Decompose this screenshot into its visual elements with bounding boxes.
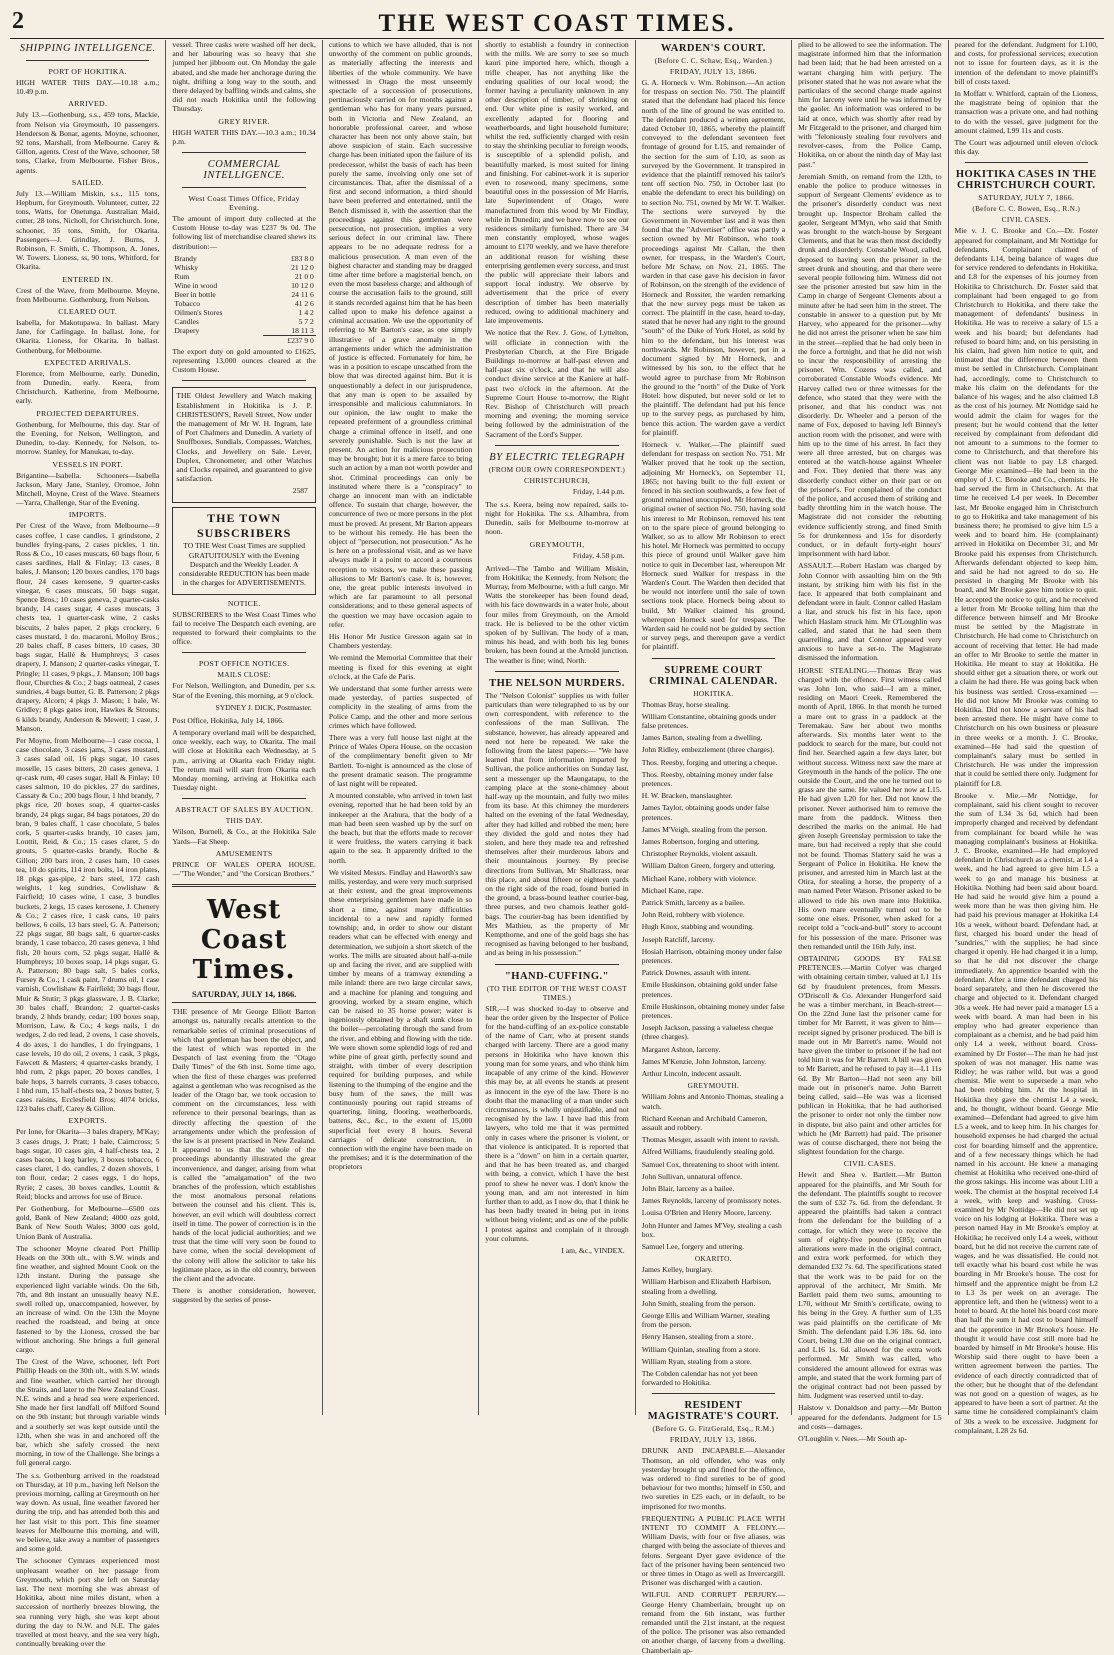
calendar-entry: Thomas Bray, horse stealing.: [641, 699, 730, 709]
duty-item: Whisky: [174, 262, 199, 272]
nelson-murders-text: The "Nelson Colonist" supplies us with fuller particulars than were telegraphed to us by our own correspondent, with reference to the confessions of the man Sullivan. The substance, however, has already appeared and need not here be repeated. We take the following from the latest papers:— "We have learned that from information imparted by Sullivan, the police authorities on Sunday last, sent a messenger up the Maungatapu, to the camping place at the stone-chimney about half-way up the mountain, and fully two miles from its base. At this chimney the murderers halted on the evening of the fatal Wednesday, after they had killed and robbed the men; here they divided the gold and notes they had stolen, and here they made tea and refreshed themselves after their murderous labors and their mountainous journey. By precise directions from Sullivan, Mr Shallcrass, near this place, and about fifteen or eighteen yards on the right side of the road, found buried in the ground, a brass-bound leather courier-bag, three purses, and two chamois leather gold-bags. The courier-bag has been identified by Mrs Mathieu, as the property of Mr Kempthorne, and one of the gold bags she has recognised as having belonged to her husband, and as being in his possession.": [485, 690, 629, 958]
calendar-entry: Hugh Knox, stabbing and wounding.: [641, 922, 754, 932]
mie-v-brooke: Mie v. J. C. Brooke and Co.—Dr. Foster appeared for complainant, and Mr Nottidge for defendants. Complainant claimed of defendants L14, being balance of wages due for service rendered to defendants in Hokitika, and L8 for the expenses of his journey from Hokitika to Christchurch. Dr. Foster said that complainant had been engaged to go from Christchurch to Hokitika, and there take the management of defendants' business in Hokitika. He was to receive a salary of L5 a week and his board; but defendants had refused to board him; and, on his persisting in his claim, had given him notice to quit, and intimated that the difference between them must be settled in Christchurch. Complainant had, accordingly, come to Christchurch to make his claim on the defendants for the balance of his wages; and he also claimed L8 as the cost of his journey. Mr Nottidge said he would admit the claim for wages for the present; but he would contend that the letter received by complainant from defendant did not amount to a summons to the former to come to Christchurch, and that therefore his client was not liable to pay L8 charged. George Mie examined—He had been in the employ of J. C. Brooke and Co., chemists. He had served the firm in Christchurch. At that time he received L4 per week. In December last, Mr Brooke engaged him in Christchurch to go to Hokitika and take management of his business there; he promised to give him L5 a week and to board him. He (complainant) arrived in Hokitika on December 31, and Mr Brooke paid his expenses from Christchurch. Afterwards defendant objected to keep him, and said he had not agreed to do so. He persisted in charging Mr Brooke with his board, and Mr Brooke gave him notice to quit. He accepted the notice to quit, and he received a letter from Mr Brooke telling him that the difference between himself and Mr Brooke must be settled by the Magistrate in Christchurch. He had come to Christchurch on account of receiving that letter. He had made an offer to Mr Brooke to settle the matter in Hokitika. He meant to stay at Hokitika. He should either get a situation there, or work out a claim he had there. He was going back when his business was settled. Cross-examined — He did not know Mr Brooke was coming to Hokitika. Did not know a servant of his had been arrested there. He might have come to Christchurch on his own business or pleasure in three weeks or a month. J. C. Brooke, examined—He had said the question of complainant's salary must be settled in Christchurch. He was under the impression that it could be settled there only. Judgment for plaintiff for L8.: [954, 226, 1098, 788]
duty-item: Candles: [174, 316, 199, 326]
calendar-entry: Henry Hansen, stealing from a store.: [641, 1332, 754, 1342]
duty-item: Tobacco: [174, 298, 201, 308]
oloughlin-continued: peared for the defendant. Judgment for L100, and costs, for professional services; execution not to issue for fourteen days, as it is the intention of the defendant to move plaintiff's bill of costs taxed.: [954, 40, 1098, 86]
column-6: [792, 40, 948, 1444]
calendar-entry: Hosiah Harrison, obtaining money under false pretences.: [641, 946, 783, 966]
calendar-entry: Thos. Reesby, obtaining money under false pretences.: [641, 769, 774, 789]
greymouth-time: Friday, 4.58 p.m.: [572, 550, 625, 560]
projected-text: Gothenburg, for Melbourne, this day. Star of the Evening, for Nelson, Wellington, and Dunedin, to-day. Kennedy, for Nelson, to-morrow. Stanley, for Manukau, to-day.: [16, 419, 160, 457]
duty-item: Oilmen's Stores: [174, 307, 223, 317]
editorial-banner: West Coast Times.: [192, 895, 296, 986]
rm-drunk-text: DRUNK AND INCAPABLE.—Alexander Thomson, an old offender, who was only yesterday brought up and fined for the offence, was ordered to find sureties to be of good behaviour for two months; himself in £50, and two sureties in £25 each, or in default, to be imprisoned for two months.: [641, 1446, 786, 1511]
duty-item: Beer in bottle: [174, 289, 216, 299]
news-chambers: His Honor Mr Justice Gresson again sat in Chambers yesterday.: [328, 632, 473, 651]
exports-heading: EXPORTS.: [68, 1116, 107, 1126]
news-body-found: A mounted constable, who arrived in town last evening, reported that he had been told by an innkeeper at the Arahura, that the body of a man had been seen washed up by the surf on the beach, but that the efforts made to recover it were fruitless, the waters carrying it back again to the sea. It apparently drifted to the north.: [328, 791, 473, 865]
shipping-heading: SHIPPING INTELLIGENCE.: [19, 43, 156, 54]
editorial-continued: cutions to which we have alluded, that is not unworthy of the comment on public grounds, as materially affecting the interests and liberties of the whole community. We have witnessed in Otago the most unseemly spectacle of a succession of prosecutions, pertinaciously carried on for months against a gentleman who has for many years pursued, both in Victoria and New Zealand, an honorable professional career, and whose character has been not only above stain, but above suspicion of stain. Each successive charge has been initiated upon the failure of its predecessor, whilst the basis of each has been purely the same, involving only one set of circumstances. That, after the dismissal of a first and second information, a third should have been preferred and entertained, until the Bench dismissed it, with the assertion that the proceedings against this gentleman were persecution, not prosecution, implies a very serious defect in our criminal law. There appears to be no adequate redress for a malicious prosecution. A man even of the highest character and standing may be dragged time after time before a magisterial bench, on even the most baseless charge; and although of course the accusation fails to the ground, still it stands recorded against him that he has been called upon to make his defence against a criminal accusation. We use the opportunity of referring to Mr Barton's case, as one simply illustrative of a grave anomaly in the arrangements under which the administration of justice is effected. Fortunately for him, he was in a position to escape unscathed from the blow that was directed against him. But it is unquestionably a defect in our jurisprudence, that any man is open to be assailed by irresponsible and malicious calumniators. In our opinion, the law ought to make the repeated preferment of a groundless criminal charge a criminal offence in itself, and one severely punishable. Such is not the law at present. An action for malicious prosecution may be brought; but it is a mere farce to bring such an action by a man not worth powder and shot. Criminal proceedings can only be instituted where there is a "conspiracy" to charge an innocent man with an indictable offence. To sustain that charge, however, the concurrence of two or more persons in the plot must be proved. At present, Mr Barton appears to be without his remedy. He has been the object of "persecution, not prosecution." As he is here on a professional visit, and as we have always made it a point to accord a courteous reception to visitors, we make these passing allusions to Mr Barton's case. It is, however, one, the great public interests involved in which are far paramount to all personal considerations; and to these general aspects of the question we may have occasion again to refer.: [328, 40, 473, 629]
court-adjourned: The Court was adjourned until eleven o'clock this day.: [954, 138, 1098, 157]
entered-heading: ENTERED IN.: [62, 274, 114, 284]
church-notice: We notice that the Rev. J. Gow, of Lyttelton, will officiate in connection with the Presbyterian Church, at the Fire Brigade Buildings to-morrow at half-past eleven and half-past six o'clock, and that he will also conduct divine service at the Kaniere at half-past two o'clock in the afternoon. At the Supreme Court House to-morrow, the Right Rev. Bishop of Christchurch will preach morning and evening; the morning service being followed by the administration of the Sacrament of the Lord's Supper.: [485, 328, 629, 439]
christchurch-court-date: SATURDAY, JULY 7, 1866.: [978, 193, 1075, 203]
calendar-entry: William Constantine, obtaining goods under false pretences.: [641, 711, 777, 730]
calendar-entry: Michael Kane, rape.: [641, 885, 704, 895]
duty-row: [172, 299, 315, 308]
calendar-entry: James Taylor, obtaining goods under false pretences.: [641, 803, 770, 822]
commercial-heading: COMMERCIAL INTELLIGENCE.: [203, 159, 285, 182]
calendar-entry: James Kelley, burglary.: [641, 1265, 713, 1275]
rm-felony-text: FREQUENTING A PUBLIC PLACE WITH INTENT TO COMMIT A FELONY.—William Davis, with four or five aliases, was charged with being the associate of thieves and felons. Sergeant Dyer gave evidence of the fact of the prisoner having been sentenced two or three times in Otago as well as Invercargill. Prisoner was discharged with a caution.: [641, 1513, 786, 1588]
calendar-entry: William Ryan, stealing from a store.: [641, 1356, 752, 1366]
amusements-text: PRINCE OF WALES OPERA HOUSE.—"The Wonder," and "the Corsican Brothers.": [172, 859, 316, 878]
duty-table: [172, 254, 315, 345]
jeweller-advert-number: 2587: [292, 486, 308, 496]
entered-text: Crest of the Wave, from Melbourne. Moyne, from Melbourne. Gothenburg, from Nelson.: [16, 285, 160, 304]
imports-text-2: Per Moyne, from Melbourne—1 case cocoa, 1 case chocolate, 3 cases jams, 3 cases mustard, 3 cases salad oil, 16 pkgs sugar, 10 cases moselle, 15 cases bitters, 20 cases geneva, 1 qr-cask rum, 40 cases sugar, Hall & Finlay; 10 cases salmon, 10 do pickles, 27 do sardines, Cassaty & Co.; 200 bags flour, 1 hhd brandy, 7 pkgs rice, 20 boxes soap, 4 quarter-casks brandy, 24 pkgs sugar, 84 bags potatoes, 20 do bran, 9 bales chaff, 1 case chocolate, 5 bales cork, 5 quarter-casks brandy, 10 cases jam, Louttit, Reid, & Co.; 15 cases claret, 5 do grouts, 5 quarter-casks brandy, Roche & Gillon; 200 bars iron, 2 cases ham, 10 cases tea, 10 do spirits, 114 iron bolts, 14 iron plates, 18 pkgs gas-pipe, 2 bars steel, 172 cash weights, 1 keg sundries, Cowlishaw & Fairfield; 10 cases wine, 1 case, 3 bundles buckets, 2 kegs, 15 cases kerosene, J. Chenery & Co.; 2 cases rice, 1 cask cans, 10 pairs bellows, 6 coils, 13 bars steel, G. A. Patterson; 22 pkgs sugar, 80 bags salt, 6 quarter-casks brandy, 1 case tobacco, 20 cases geneva, 1 hhd fish, 20 hours corn, 52 pkgs sugar, Hallé & Humphreys; 10 boxes soap, 14 pkgs sugar, G. A. Patterson; 80 bags salt, 5 bales corks, Fursey & Co.; 1 cask paint, 7 drums oil, 1 case varnish, Cowlishaw & Fairfield; 30 bags flour, Muir & Stutir; 3 pkgs glassware, J. B. Clarke; 30 bales chaff, Brandon; 2 quarter-casks brandy, 2 hhds brandy, cedar; 100 boxes soap, Morrison, Law, & Co.; 4 kegs nails, 1 do wedges, 2 do red lead, 2 ovens, 1 case shovels, 4 do axes, 1 do handles, 1 do fryingpans, 1 case levels, 10 do oil, 2 ovens, 1 cask, 3 pkgs, Fawcett & Masters; 4 quarter-casks brandy, 1 hhd rum, 2 pkgs paper, 20 boxes candles, 1 bale hops, 3 barrels currants, 3 cases tobacco, 1 hhd rum, 15 half-chests tea, 2 boxes butter, 5 cases raisins, Ecclesfield Bros; 4074 bricks, 123 bales chaff, Carey & Gillon.: [16, 735, 160, 1114]
calendar-entry: James Robertson, forging and uttering.: [641, 837, 760, 847]
hokitika-calendar: [642, 700, 785, 1079]
newspaper-title: THE WEST COAST TIMES.: [378, 10, 736, 37]
resident-magistrate-heading: RESIDENT MAGISTRATE'S COURT.: [647, 1400, 780, 1423]
subscribers-title: THE TOWN SUBSCRIBERS: [196, 511, 292, 541]
calendar-entry: Samuel Cox, threatening to shoot with intent.: [641, 1159, 780, 1169]
calendar-entry: Alfred Williams, fraudulently stealing gold.: [641, 1147, 775, 1157]
calendar-entry: Emile Huskinson, obtaining gold under false pretences.: [641, 980, 778, 999]
duty-row: [172, 272, 315, 281]
calendar-entry: Joseph Ratcliff, larceny.: [641, 934, 715, 944]
calendar-entry: Michael Kane, robbery with violence.: [641, 873, 757, 883]
exports-text: Per Ione, for Okarita—3 bales drapery, M'Kay; 3 cases drugs, J. Pratt; 1 bale, Cairncross; 5 bags sugar, 10 cases gin, 4 half-chests tea, 2 cases bacon, 1 keg barley, 3 boxes tobacco, 6 cases claret, 1 do. candles, 2 dozen shovels, 1 ton flour, cedar; 2 cases eggs, 1 do hops, Ryrie; 2 cases, 30 boxes candles, Louttit & Reid; blocks and arrows for use of Bruce.: [16, 1127, 160, 1201]
calendar-entry: William Johns and Antonio Thomas, stealing a watch.: [641, 1092, 784, 1111]
page-number: 2: [12, 8, 24, 34]
handcuffing-text: SIR,—I was shocked to-day to observe and hear the order given by the Inspector of Police for the hand-cuffing of an ex-police constable of the name of Carr, who at present stands charged with larceny. There are a good many persons in Hokitika who have known this young man for some years, and who think him incapable of any crime of the kind. However this may be, at all events he stands at present as innocent in the eye of the law. There is no doubt that the manacling of a man under such circumstances, is wholly unjustifiable, and not recognised by the law. I have had this from lawyers, who told me that it was permitted only in cases where the prisoner is violent, or that violence is anticipated. It is reported that there is a "down" on him in a certain quarter, and that he has been treated as, and charged with being, a convict, which I have the best proof to shew he never was. I don't know the young man, and am not interested in him further than to add, as I now do, that I think he has been badly treated in being put in irons without being violent; and as one of the public I protest against and complain of it through your columns.: [485, 1003, 629, 1243]
calendar-entry: Patrick Downes, assault with intent.: [641, 968, 751, 978]
civil-hewit-shea: Hewit and Shea v. Bartlett.—Mr Button appeared for the plaintiffs, and Mr South for the defendant. The plaintiffs sought to recover the sum of £32 7s. 6d. from the defendant. It appeared the plaintiffs had taken a contract from the defendant for the building of a cottage, for which they were to receive the sum of eighty-five pounds (£85); certain alterations were made in the original contract, and extra work performed, for which they demanded £32 7s. 6d. The specifications stated that the work was to be paid for on the approval of the architect, Mr Smith. Mr Bartlett paid them two sums, amounting to L70, without Mr Smith's certificate, owing to his being in the Grey. A further sum of L35 was paid plaintiffs on the certificate of Mr Smith. The defendant paid L36 18s. 6d. into Court, being L30 due on the original contract, and L16 1s. 6d. allowed for the extra work performed. Mr Smith was called, who considered the amount allowed for extras was ample, and stated that the work forming part of the original contract had not been passed by him. Judgment was reserved until to-day.: [798, 1170, 942, 1401]
news-opera-house: There was a very full house last night at the Prince of Wales Opera House, on the occasion of the complimentary benefit given to Mr Bartlett. To-night is announced as the close of the present dramatic season. The programme of last night will be repeated.: [328, 733, 473, 789]
calendar-entry: John Blair, larceny as a bailee.: [641, 1183, 735, 1193]
handcuffing-heading: "HAND-CUFFING.": [504, 970, 609, 982]
okarito-calendar: [642, 1265, 785, 1387]
nelson-murders-heading: THE NELSON MURDERS.: [489, 677, 625, 689]
rm-horse-stealing: HORSE STEALING.—Thomas Bray was charged with the offence. First witness called was John Ion, who said—I am a miner, residing on Maori Creek. Remembered the month of April, 1866. In that month he turned a mare out to grass in a paddock at the Teremakau. Saw her about two months afterwards. Six months later went to the paddock to search for the mare, but could not find her. Searched again a few days later, but without success. Witness next saw the mare at Greymouth in the hands of the police. The one outside the Court, and the one he turned out to grass are the same. He valued her now at L15. He had given L20 for her. Did not know the prisoner. Never authorised him to remove the mare from the paddock. Witness then described the marks on the animal. He had given Joseph Greenslay permission to take the mare, but had received a reply that she could not be found. Thomas Slattery said he was a Sergeant of Police in Hokitika. He knew the prisoner, and arrested him in March last at the Otira, for stealing a horse, the property of a man named Peter Watson. Prisoner asked to be allowed to ride his own mare into Hokitika. His own mare eventually turned out to be some one elses. Prisoner, when asked for a receipt told a "cock-and-bull" story to account for his possession of the mare. Prisoner was then remanded until the 16th July, inst.: [798, 665, 942, 951]
commercial-dateline: West Coast Times Office, Friday Evening.: [188, 194, 300, 213]
jeweller-advert-text: THE Oldest Jewellery and Watch making Establishment in Hokitika is J. P. CHRISTESON'S, Revell Street, Now under the management of Mr W. H. Ingram, late of Port Chalmers and Dunedin. A variety of Snuffboxes, Sundials, Compasses, Watches, Clocks, and Jewellery on Sale. Lever, Duplex, Chronometer, and other Watches and Clocks repaired, and guaranteed to give satisfaction.: [176, 391, 312, 484]
calendar-entry: William Harbison and Elizabeth Harbison, stealing from a dwelling.: [641, 1277, 772, 1296]
cleared-text: Isabella, for Makotupawa. In ballast. Mary Jane, for Carlingage. In ballast. Ione, for Okarita. Lioness, for Okarita. In ballast. Gothenburg, for Melbourne.: [16, 318, 160, 355]
duty-amount: 41 2 6: [294, 298, 314, 308]
column-5: [636, 40, 792, 1655]
brooke-v-mie: Brooke v. Mie.—Mr Nottidge, for complainant, said his client sought to recover the sum of L34 3s 6d, which had been improperly charged and received by defendant from complainant for board while he was managing complainant's business at Hokitika. J. C. Brooke, examined—He had employed defendant in Christchurch as a chemist, at L4 a week, and he had agreed to give him L5 a week to go and manage his business at Hokitika. Nothing had been said about board. He had said he would give him a pound a week more than he was then giving him. He had paid his previous manager at Hokitika L4 10s a week, without board. Defendant had, at first, charged his board under the head of "sundries," with the supplies; he had since charged it openly. He had charged it in a lump, so that he did not discover the charge immediately. An apprentice boarded with the defendant. After a time defendant charged his board separately, and then he discovered the charge and objected to it. Defendant charged 30s a week. He had never paid a manager L5 a week with board. A man had been in his employ who had greater experience than complainant as a chemist, and he had paid him only L4 a week, without board. Cross-examined by Dr Foster—The man he had just spoken of was not manager. His name was Ridley; he was rather wild, but was a good chemist. Mie went to supersede a man who had been robbing him. At the hospital in Hokitika they gave the chemist L4 a week, and, he thought, without board. George Mie examined—Defendant had agreed to give him L5 a week, and to keep him. In his charges for household expenses he had charged the actual cost for boarding himself and the apprentice, and of a few necessary things which he had named in his account. He knew a managing chemist at Hokitika who received one-third of the gross takings. His income was about L10 a week. The chemist at the hospital received L4 a week, with keep and washing. Cross-examined by Mr Nottidge—He did not set up voice on his lodging at Hokitika. There was a person named Hay in Mr Brooke's employ at Hokitika; he received only L4 a week, without board, but he did not receive the current rate of wages, and he was dissatisfied. He could not tell exactly what his board cost while he was boarding in Mr Brooke's house. The cost for himself and the apprentice might be from L2 to L3 3s per week on an average. The apprentice left, and then he (witness) went to a hotel to board. At the hotel his board cost more than half the sum it had cost to board himself and the apprentice in Mr Brooke's house. He thought it would have cost still more had he boarded by himself in Mr Brooke's house. His Worship said there ought to have been a written agreement between the parties. The evidence of each directly contradicted that of the other; but he thought that of the defendant was not good on a question of wages, as he appeared to have been a sort of partner. At the same time he considered complainant's claim of 30s a week to be excessive. Judgment for complainant, L28 2s 6d.: [954, 790, 1098, 1435]
calendar-entry: James M'Kenzie, John Johnston, larceny.: [641, 1056, 767, 1066]
christchurch-court-heading: HOKITIKA CASES IN THE CHRISTCHURCH COURT.: [955, 169, 1097, 192]
calendar-entry: Christopher Reynolds, violent assault.: [641, 849, 758, 859]
arrived-heading: ARRIVED.: [68, 99, 108, 109]
calendar-entry: Patrick Smith, larceny as a bailee.: [641, 898, 745, 908]
wardens-court-text: G. A. Horneck v. Wm. Robinson.—An action for trespass on section No. 750. The plaintiff stated that the defendant had placed his fence north of the line of ground he was entitled to. The defendant produced a written agreement, dated October 10, 1865, whereby the plaintiff conveyed to the defendant seventeen feet frontage of ground for L15, and remainder of the section for the sum of L10, as soon as surveyed by the Government. It transpired in evidence that the plaintiff removed his tailor's tent off section No. 750, in October last (to enable the defendant to erect his building) on to section No. 751, owned by Mr W. T. Walker. The sections were surveyed by the Government in November last and it was then found that the "Advertiser" office was partly a section owned by Mr Robinson, who took proceedings against Mr Callan, the then owner, for trespass, in the Warden's Court, before Mr Schaw, on Nov. 21, 1865. The warden in that case gave his decision in favor of Robinson, on the strength of the evidence of Horneck and Rossiter, the warden remarking that the new survey pegs must be taken as correct. The plaintiff in the case, heard to-day, stated that he never had any right to the ground "south" of the Duke of York Hotel, as sold by him to the defendant, but his interest was northwards. Mr Robinson, however, put in a document signed by Mr Horneck, and witnessed by his son, to the effect that he would agree to purchase from Mr Robinson the ground to the "north" of the Duke of York Hotel: how disputed, but never sold or let to the plaintiff. The defendant had put his fence up to the survey pegs, as purchased by him, hence this action. The warden gave a verdict for plaintiff.: [641, 78, 786, 437]
duty-item: Wine in wood: [174, 280, 218, 290]
post-office-date: Post Office, Hokitika, July 14, 1866.: [172, 715, 284, 725]
telegraph-heading: BY ELECTRIC TELEGRAPH: [489, 451, 625, 463]
rm-smith-case: Jeremiah Smith, on remand from the 12th, to enable the police to produce witnesses in support of Sergeant Clements' evidence as to the prisoner's disorderly conduct was next brought up. Inspector Broham called the gaoler, Sergeant M'Myn, who said that Smith was brought to the watch-house by Sergeant Clements, and that he was then most decidedly drunk and disorderly. Constable Wood, called, deposed to having seen the prisoner in the street drunk and shouting, and that there were several people following him. Witness did not see the prisoner arrested but saw him in the Camp in charge of Sergeant Clements about a minute after he had seen him in the street. The constable in answer to a question put by Mr Harvey, who appeared for the prisoner—why he did not arrest the prisoner when he saw him in the street—replied that he had only been in the force a fortnight, and that he did not wish to incur the responsibility of arresting the prisoner. Wm. Cozens was called, and corroborated Constable Wood's evidence. Mr Harvey called two or three witnesses for the defence, who stated that they were with the prisoner, and that his conduct was not disorderly. Dr. Wheeler and a person of the name of Fox, deposed to having left Binney's auction room with the prisoner, and were with him up to the time of his arrest. In fact they were all three arrested, but on charges was entered at the watch-house against Wheeler and Fox. They denied that there was any disorderly conduct either on their part or on the prisoner's. For complained of the conduct of the police, and accused them of striking and badly throttling him in the watch house. The Magistrate did not consider the rebutting evidence sufficiently strong, and fined Smith 5s for drunkenness and 15s for disorderly conduct, or in default forty-eight hours' imprisonment with hard labor.: [798, 171, 942, 559]
calendar-entry: William Dalton Green, forgery and uttering.: [641, 861, 776, 871]
calendar-entry: The Cobden calendar has not yet been forwarded to Hokitika.: [641, 1368, 758, 1388]
jeweller-advert: [172, 387, 315, 503]
in-port-text: Brigantine—Isabella. Schooners—Isabella Jackson, Mary Jane, Stanley, Oromoe, John Mitchell, Moyne, Crest of the Wave. Steamers—Yarra, Challenge, Star of the Evening.: [16, 470, 160, 508]
imports-text: Per Crest of the Wave, from Melbourne—9 cases coffee, 1 case candles, 1 grindstone, 2 bundles frying-pans, 2 cases pickles, 1 tin. Ross & Co., 10 cases muscats, 60 bags flour, 6 cases sardines, Hall & Finlay; 13 cases, 8 bales, J. Manson; 120 boxes candles, 170 bags flour, 24 cases kerosene, 9 quarter-casks vinegar, 6 cases muscats, 50 bags sugar, Spence Bros.; 10 cases geneva, 2 quarter-casks brandy, 14 cases sugar, 4 cases muscats, 3 chests tea, 1 quarter-cask wine, 2 casks biscuits, 2 bales paper, 2 pkgs crockery, 6 cases mustard, 1 do. macaroni, Molloy Bros.; 20 bales chaff, 8 cases bitters, 10 cases, 30 bags sugar, Hallé & Humphreys; 3 cases drapery, J. Manson; 2 quarter-casks vinegar, T. Pringle; 11 cases, 9 pkgs., J. Manson; 100 bags flour, Churches & Co.; 2 bags oatmeal, 2 cases sundries, 4 bags butter, G. B. Patterson; 2 pkgs drapery, Alcorn; 4 pkgs J. Mason; 1 bale, W. Gridley; 8 pkgs gates iron, Hawkes & Strouts; 6 kilds brandy, Anderson & Mewett; 1 case, J. Manson.: [16, 521, 160, 733]
wardens-court-sub: (Before C. C. Schaw, Esq., Warden.): [654, 56, 773, 65]
duty-item: Brandy: [174, 253, 197, 263]
sailed-text: July 13.—William Miskin, s.s., 115 tons, Hepburn, for Greymouth. Volunteer, cutter, 22 tons, Watts, for Onetunga. Australian Maid, cutter, 28 tons, Nicholl, for Christchurch. Ione, schooner, 35 tons, Smith, for Okarita. Passengers—J. Grindlay, J. Burns, J. Robinson, F. Smith, C. Thompson, A. Jones, W. Towers. Lioness, ss, 90 tons, Whitford, for Okarita.: [16, 188, 160, 272]
calendar-entry: Margaret Ashton, larceny.: [641, 1044, 721, 1054]
mails-close: MAILS CLOSE:: [217, 670, 271, 680]
notice-heading: NOTICE.: [227, 598, 261, 608]
rm-false-pretences: OBTAINING GOODS BY FALSE PRETENCES.—Martin Colyer was charged with obtaining certain timber, valued at L1 11s 6d by fraudulent pretences, from Messrs. O'Driscoll & Co. Alexander Hungerford said he was a timber merchant, in Beach-street—On the 22nd June last the prisoner came for timber for Mr Barrett, it was given to him—receipt signed by prisoner produced. The bill is made out in Mr Barrett's name. Would not have given the timber to prisoner if he had not told him it was for Mr Barrett. A bill was given to Mr Barrett, and he refused to pay it—L1 11s 6d. By Mr Barton—Had not seen any bill made out in prisoner's name. John Barrett being called, said—He was was a licensed publican in Hokitika, that he had authorised the prisoner to order not only the timber now in dispute, but also paint and other articles for which he (Mr Barrett) had paid. The prisoner was of course discharged, there not being the slightest foundation for the charge.: [798, 953, 942, 1157]
calendar-entry: James Reynolds, larceny of promissory notes.: [641, 1196, 782, 1206]
wardens-court-heading: WARDEN'S COURT.: [660, 43, 766, 54]
calendar-entry: William Quinlan, stealing from a store.: [641, 1344, 761, 1354]
hokitika-sub: HOKITIKA.: [693, 688, 734, 698]
calendar-entry: Thos. Reesby, forging and uttering a cheque.: [641, 757, 778, 767]
masthead: [10, 8, 1104, 39]
duty-row: [172, 326, 315, 336]
supreme-court-heading: SUPREME COURT CRIMINAL CALENDAR.: [649, 664, 778, 687]
calendar-entry: John Reid, robbery with violence.: [641, 910, 745, 920]
duty-item: Rum: [174, 271, 190, 281]
shipping-continued: vessel. Three casks were washed off her deck, and her labouring was so heavy that she jumped her jibboom out. On Monday the gale abated, and she made her anchorage during the night, drifting a long way to the south, and there delayed by baffling winds and calms, she did not reach Hokitika until the following Thursday.: [172, 40, 316, 114]
amusements-heading: AMUSEMENTS: [215, 848, 273, 858]
sailed-heading: SAILED.: [71, 177, 104, 187]
duty-row: [172, 290, 315, 299]
christchurch-civil-heading: CIVIL CASES.: [1001, 215, 1051, 225]
telegraph-sub: (FROM OUR OWN CORRESPONDENT.): [488, 464, 626, 474]
overland-mail-text: A temporary overland mail will be despatched, once weekly, each way, to Okarita. The mail will close at Hokitika each Wednesday, at 5 p.m., arriving at Okarita each Friday night. The return mail will start from Okarita each Monday morning, arriving at Hokitika each Tuesday night.: [172, 727, 316, 793]
expected-text: Florence, from Melbourne, early. Dunedin, from Dunedin, early. Keera, from Christchurch. Katherine, from Melbourne, early.: [16, 368, 160, 406]
calendar-entry: Samuel Lee, forgery and uttering.: [641, 1241, 745, 1251]
calendar-entry: George Ellis and William Warner, stealing from the person.: [641, 1310, 770, 1330]
duty-amount: 21 0 0: [294, 271, 314, 281]
grey-high-water: HIGH WATER THIS DAY.—10.3 a.m.; 10.34 p.m.: [172, 127, 316, 146]
shipping-report: The schooner Moyne cleared Port Phillip Heads on the 30th ult., with S.W. winds and fine weather, and sighted Mount Cook on the 12th instant. During the passage she experienced light variable winds. On the 6th, 7th, and 8th instant an unusually heavy N.E. swell rolled up, unaccompanied, however, by an increase of wind. On the 13th the Moyne reached the roadstead, and being at once fastened to by the Lioness, crossed the bar without anchoring. She brings a full general cargo.: [16, 1243, 160, 1354]
rm-perjury-text: WILFUL AND CORRUPT PERJURY.—George Henry Chamberlain, brought up on remand from the 6th instant, was further remanded until the 21st instant, at the request of the police. The prisoner was also remanded on another charge, of larceny from a dwelling. Chamberlain ap-: [641, 1590, 786, 1655]
arrived-text: July 13.—Gothenburg, s.s., 459 tons, Mackie, from Nelson via Greymouth, 10 passengers. Henderson & Bonar, agents. Moyne, schooner, 92 tons, Marshall, from Melbourne. Carey & Gillon, agents. Crest of the Wave, schooner, 58 tons, Clarke, from Melbourne. Fisher Bros., agents.: [16, 110, 160, 175]
duty-amount: £83 8 0: [291, 253, 314, 263]
duty-row: [172, 281, 315, 290]
expected-heading: EXPECTED ARRIVALS.: [44, 357, 132, 367]
resident-magistrate-sub: (Before G. G. FitzGerald, Esq., R.M.): [652, 1424, 775, 1434]
post-office-heading: POST OFFICE NOTICES.: [198, 659, 290, 669]
imports-heading: IMPORTS.: [68, 510, 107, 520]
christchurch-time: Friday, 1.44 p.m.: [572, 486, 625, 496]
duty-row: [172, 254, 315, 263]
news-saw-mills: We visited Messrs. Findlay and Haworth's saw mills, yesterday, and were very much surprised at their extent, and the great improvements these enterprising gentlemen have made in so short a time, against many difficulties incidental to a new and rapidly formed township; and, in order to show our distant readers what can be effected with energy and determination, we subjoin a short sketch of the works. The mills are situated about half-a-mile up and facing the river, and are supplied with timber by means of a tramway extending a mile inland: there are two large circular saws, and a machine for planing and tonguing and grooving, worked by a steam engine, which can be raised to 35 horse power; water is ingeniously obtained by a shaft sunk close to the boiler—percolating through the sand from the river, and ebbing and flowing with the tide. We were shown some splendid logs of red and white pine of great girth, perfectly sound and straight, with timber of every description required for building purposes, and while listening to the thumping of the engine and the busy hum of the saws, the mill was continuously pouring out rapid streams of quartering, lining, flooring, weatherboards, battens, &c., &c., to the extent of 15,000 superficial feet every 8 hours. Several carriages of delicate construction, in connection with the engine have been made on the premises; and it is the determination of the proprietors: [328, 867, 473, 1172]
columns: [10, 40, 1104, 1655]
subscribers-text: TO THE West Coast Times are supplied GRATUITOUSLY with the Evening Despatch and the Weekly Leader. A considerable REDUCTION has been made in the charges for ADVERTISEMENTS.: [178, 541, 310, 588]
calendar-entry: John Ridley, embezzlement (three charges).: [641, 745, 775, 755]
duty-total: £237 9 0: [263, 335, 316, 345]
calendar-entry: H. W. Bracken, manslaughter.: [641, 791, 733, 801]
christchurch-text: The s.s. Keera, being now repaired, sails to-night for Hokitika. The s.s. Alhambra, from Dunedin, sails for Melbourne to-morrow at noon.: [485, 499, 629, 537]
news-arrests: We understand that some further arrests were made yesterday, of parties suspected of complicity in the stealing of arms from the Police Camp, and the other and more serious crimes which have followed.: [328, 684, 473, 730]
shipping-report-3: The s.s. Gothenburg arrived in the roadstead on Thursday, at 10 p.m., having left Nelson the previous morning, calling at Greymouth on her way down. As usual, fine weather favored her during the trip, and has attended both this and her last visit to this port. This fine steamer leaves for Melbourne this morning, and will, we believe, take away a number of passengers and some gold.: [16, 1470, 160, 1554]
calendar-entry: Louisa O'Brien and Henry Moore, larceny.: [641, 1208, 772, 1218]
calendar-entry: Thomas Mesger, assault with intent to ravish.: [641, 1135, 780, 1145]
duty-amount: 18 11 3: [291, 325, 314, 335]
calendar-entry: Joseph Jackson, passing a valueless cheque (three charges).: [641, 1023, 774, 1042]
duty-amount: 5 7 2: [298, 316, 314, 326]
greymouth-heading: GREYMOUTH,: [529, 539, 585, 549]
resident-magistrate-date: FRIDAY, JULY 13, 1866.: [669, 1435, 757, 1445]
in-port-heading: VESSELS IN PORT.: [52, 459, 124, 469]
exports-text-2: Per Gothenburg, for Melbourne—6500 ozs gold, Bank of New Zealand; 4000 ozs gold, Bank of New South Wales; 3000 ozs gold, Union Bank of Australia.: [16, 1203, 160, 1241]
column-4: [479, 40, 635, 1415]
duty-amount: 21 12 0: [291, 262, 314, 272]
wardens-court-date: FRIDAY, JULY 13, 1866.: [669, 67, 757, 76]
calendar-entry: John Hunter and James M'Vey, stealing a cash box.: [641, 1220, 782, 1239]
grey-river-heading: GREY RIVER.: [218, 116, 270, 126]
calendar-entry: John Smith, stealing from the person.: [641, 1298, 756, 1308]
handcuffing-signature: I am, &c., VINDEX.: [561, 1245, 625, 1255]
duty-amount: 24 11 6: [291, 289, 314, 299]
column-3: [323, 40, 479, 1415]
projected-heading: PROJECTED DEPARTURES.: [36, 408, 139, 418]
commercial-text: The amount of import duty collected at the Custom House to-day was £237 9s 0d. The following list of merchandise cleared shews its distribution:—: [172, 214, 316, 251]
high-water: HIGH WATER THIS DAY.—10.18 a.m.; 10.49 p.m.: [16, 78, 160, 97]
civil-oloughlin: O'Loughlin v. Nees.—Mr South ap-: [798, 1434, 907, 1444]
duty-item: Drapery: [174, 326, 200, 336]
okarito-sub: OKARITO.: [694, 1254, 732, 1264]
auction-sub: THIS DAY.: [225, 816, 263, 826]
handcuffing-sub: (TO THE EDITOR OF THE WEST COAST TIMES.): [486, 983, 628, 1002]
notice-text: SUBSCRIBERS to the West Coast Times who fail to receive The Despatch each evening, are requested to forward their complaints to the office.: [172, 609, 316, 647]
column-1: [10, 40, 166, 1649]
civil-halstow: Halstow v. Donaldson and party.—Mr Button appeared for the defendants. Judgment for L5 and costs—damages.: [798, 1403, 942, 1431]
column-7: [949, 40, 1104, 1435]
editorial-text: THE presence of Mr George Elliott Barton amongst us, naturally recalls attention to the remarkable series of criminal prosecutions of which that gentleman has been the object, and the latest of which was reported in the Despatch of last evening from the "Otago Daily Times" of the 6th inst. Some time ago, when the first of these charges was preferred against a gentleman who was recognised as the leader of the Otago bar, we took occasion to comment on the circumstances, less with reference to their personal bearings, than as directly affecting the question of the arrangements under which the profession of the law is at present practised in New Zealand. It appeared to us that the whole of the proceedings abundantly illustrated the great inconvenience, and danger, arising from what is called the "amalgamation" of the two branches of the profession, which establishes the most anomalous personal relations between the counsel and his client. This is, however, an evil which will doubtless correct itself in time. The power of correction is in the hands of the local judicial authorities; and we trust that the time will very soon be found to have come, when the social development of the colony will allow the solicitor to take his legitimate place, as in the old country, between the client and the advocate.: [172, 1007, 316, 1284]
duty-row: [172, 308, 315, 317]
calendar-entry: James Barton, stealing from a dwelling.: [641, 733, 763, 743]
rm-continued: plied to be allowed to see the information. The magistrate informed him that the information had been laid; that he had been arrested on a warrant charging him with perjury. The prisoner stated that he was not aware what the particulars of the second charge made against him for larceny were until he was informed by the gaoler. An information was ordered to be laid at once, which was shortly after read by Mr Fitzgerald to the prisoner, and charged him with "feloniously stealing four revolvers and revolver-cases, from the Police Camp, Hokitika, on or about the ninth day of May last past.": [798, 40, 942, 169]
duty-amount: 10 12 0: [291, 280, 314, 290]
export-duty-note: The export duty on gold amounted to £1625, representing 13,000 ounces cleared at the Custom House.: [172, 346, 316, 375]
duty-row: [172, 317, 315, 326]
saw-mills-continued: shortly to establish a foundry in connection with the mills. We are sorry to see so much kauri pine imported here, which, though a trifle cheaper, has not anything like the enduring qualities of our local wood; the former having a peculiarity unknown in any other description of timber, of shrinking on end. Our white pine is easily worked, and excellently adapted for flooring and weatherboards, and light household furniture; whilst the red, sufficiently charged with resin to stay the shrinking peculiar to foreign woods, is susceptible of a splendid polish, and beautifully marked, is most suited for lining and finishing. For cabinet-work it is superior even to rosewood, many specimens, some beautiful ones in the possession of Mr Harris, late Superintendent of Otago, were manufactured from this wood by Mr Findlay, while in Dunedin; and we have now to see our residences similarly furnished. There are 34 men constantly employed, whose wages amount to £170 weekly, and we have therefore an additional reason for wishing these enterprising gentlemen every success, and trust the public will appreciate their labors and support local industry. We observe by advertisement that the price of every description of timber has been materially reduced, owing to additional machinery and late improvements.: [485, 40, 629, 326]
greymouth-text: Arrived—The Tambo and William Miskin, from Hokitika; the Kennedy, from Nelson; the Murray, from Melbourne, with a full cargo. Mr Watts the storekeeper has been found dead, with his face downwards in a water hole, about four miles from Greymouth, on the Arnold track. He is believed to be the other victim spoken of by Sullivan. The body of a man, minus his head, and with both his leg bones broken, has been found at the Arnold junction. The weather is fine; wind, North.: [485, 563, 629, 665]
duty-row: [172, 263, 315, 272]
moffatt-whitford: In Moffatt v. Whitford, captain of the Lioness, the magistrate being of opinion that the transaction was a private one, and had nothing to do with the vessel, gave judgment for the amount claimed, L99 11s and costs.: [954, 89, 1098, 135]
auction-heading: ABSTRACT OF SALES BY AUCTION.: [175, 805, 314, 815]
calendar-entry: Richard Keenan and Archibald Cameron, assault and robbery.: [641, 1113, 768, 1132]
port-heading: PORT OF HOKITIKA.: [48, 67, 127, 76]
civil-cases-heading: CIVIL CASES.: [843, 1159, 896, 1169]
auction-text: Wilson, Burnell, & Co., at the Hokitika Sale Yards—Fat Sheep.: [172, 827, 316, 846]
postmaster-signature: SYDNEY J. DICK, Postmaster.: [215, 702, 312, 712]
post-office-text: For Nelson, Wellington, and Dunedin, per s.s. Star of the Evening, this morning, at 9 o'clock.: [172, 681, 316, 700]
christchurch-court-sub: (Before C. C. Bowen, Esq., R.N.): [972, 204, 1081, 214]
calendar-entry: John Sullivan, unnatural offence.: [641, 1171, 743, 1181]
editorial-text-2: There is another consideration, however, suggested by the series of prose-: [172, 1286, 316, 1305]
shipping-report-4: The schooner Cymraes experienced most unpleasant weather on her passage from Greymouth, which port she left on Saturday last. The next morning she was abreast of Hokitika, about nine miles distant, when a succession of northerly breezes blowing, the sea running very high, she was kept about during the day to N.W. and N.E. The gales travelled at most heavy, and the sea very high, continually breaking over the: [16, 1556, 160, 1649]
wardens-court-text-2: Horneck v. Walker.—The plaintiff sued defendant for trespass on section No. 751. Mr Walker proved that he took up the section, adjoining Mr Horneck's, on September 11, 1865; not having built to the full extent or fenced in his section southwards, a few feet of ground remained unoccupied. Mr Horneck, the original owner of section No. 750, having sold his interest to Mr Robinson, removed his tent on to the spare piece of ground belonging to Walker, so as to allow Mr Robinson to erect his hotel. Mr Horneck was permitted to occupy this piece of ground until Walker gave him notice to quit in December last, whereupon Mr Horneck sued Walker for trespass in the Warden's Court. The Warden then decided that he would not interfere until the sale of town sections took place. Horneck being about to build, Mr Walker claimed his ground, whereupon Horneck sued for trespass. The Warden said he could not be guided by section or survey pegs, and thereupon gave a verdict for plaintiff.: [641, 439, 786, 652]
subscribers-advert: [172, 507, 315, 594]
calendar-entry: Arthur Lincoln, indecent assault.: [641, 1069, 742, 1079]
news-memorial: We remind the Memorial Committee that their meeting is fixed for this evening at eight o'clock, at the Cafe de Paris.: [328, 653, 473, 681]
greymouth-calendar: [642, 1092, 785, 1251]
greymouth-sub: GREYMOUTH.: [687, 1081, 740, 1091]
christchurch-heading: CHRISTCHURCH,: [523, 475, 591, 485]
duty-amount: 1 4 2: [298, 307, 314, 317]
cleared-heading: CLEARED OUT.: [58, 307, 118, 317]
rm-assault-case: ASSAULT.—Robert Haslam was charged by John Connor with assaulting him on the 9th instant, by striking him with his fist in the face. It appeared that both complainant and defendant were in fault. Connor called Haslam a liar, and struck his fist in his face, upon which Haslam struck him. Mr O'Loughlin was called, and stated that he had seen them quarrelling, and that Connor appeared very anxious to have a set-to. The Magistrate dismissed the information.: [798, 561, 942, 663]
shipping-report-2: The Crest of the Wave, schooner, left Port Phillip Heads on the 30th ult., with S.W. winds and fine weather, which carried her through the Straits, and later to the New Zealand Coast. N.E. winds and a head sea were experienced. She made her first landfall off Milford Sound on the 9th instant; but through variable winds and a southerly set was kept outside until the 12th, when she was in and anchored off the bar, which she safely crossed the next morning, in tow of the Challenge. She brings a full general cargo.: [16, 1357, 160, 1468]
calendar-entry: James M'Veigh, stealing from the person.: [641, 824, 768, 834]
column-2: [166, 40, 322, 1415]
calendar-entry: Emile Huskinson, obtaining money under false pretences.: [641, 1001, 785, 1021]
issue-date: SATURDAY, JULY 14, 1866.: [172, 989, 315, 1003]
